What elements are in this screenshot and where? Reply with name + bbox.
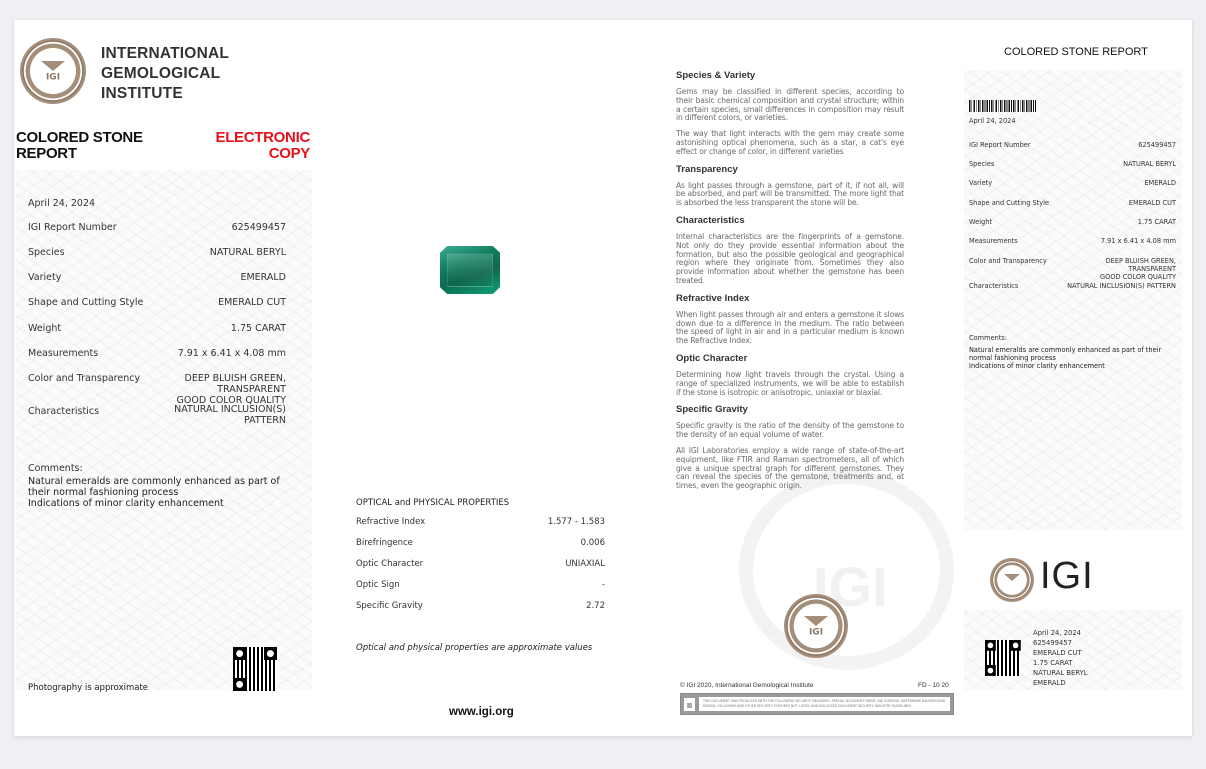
- comment-line: Natural emeralds are commonly enhanced as part of their: [969, 346, 1162, 354]
- document-lock-icon: [684, 698, 695, 711]
- field-label: Shape and Cutting Style: [28, 297, 144, 308]
- value-line: NATURAL INCLUSION(S): [174, 404, 286, 415]
- card-line: NATURAL BERYL: [1033, 669, 1088, 677]
- value-line: DEEP BLUISH GREEN,: [1105, 257, 1176, 265]
- electronic-copy-line: ELECTRONIC: [215, 129, 310, 146]
- summary-card-text: [1033, 628, 1088, 688]
- field-value: [1100, 257, 1176, 281]
- security-features-bar: [680, 693, 954, 715]
- institute-name-line: INTERNATIONAL: [101, 45, 230, 62]
- info-heading: Species & Variety: [676, 70, 756, 81]
- form-code: FD - 10 20: [918, 682, 949, 689]
- optical-properties-heading: OPTICAL and PHYSICAL PROPERTIES: [356, 498, 510, 508]
- info-heading: Characteristics: [676, 214, 745, 226]
- report-title: [16, 130, 143, 162]
- info-heading: Optic Character: [676, 352, 748, 364]
- field-value: 625499457: [231, 222, 286, 233]
- seal-text: IGI: [45, 72, 61, 83]
- optical-value: UNIAXIAL: [565, 559, 605, 569]
- institute-name: [101, 44, 229, 104]
- value-line: GOOD COLOR QUALITY: [1100, 273, 1176, 281]
- optical-label: Optic Character: [356, 559, 424, 569]
- info-heading: Refractive Index: [676, 292, 750, 304]
- comments-heading: Comments:: [28, 463, 83, 474]
- igi-seal-small: [992, 560, 1032, 600]
- comments-heading: Comments:: [969, 334, 1007, 342]
- right-details-panel: [964, 70, 1182, 530]
- copyright-text: © IGI 2020, International Gemological Institute: [680, 682, 814, 689]
- info-heading: Specific Gravity: [676, 404, 748, 416]
- card-line: 625499457: [1033, 639, 1072, 647]
- date-value: April 24, 2024: [28, 198, 96, 209]
- field-label: IGI Report Number: [28, 222, 117, 233]
- igi-seal-center: [786, 596, 846, 656]
- right-report-title: COLORED STONE REPORT: [1004, 46, 1148, 58]
- card-line: EMERALD: [1033, 679, 1066, 687]
- card-line: EMERALD CUT: [1033, 649, 1082, 657]
- report-title-line: REPORT: [16, 145, 77, 162]
- field-value: EMERALD CUT: [1128, 199, 1176, 207]
- photography-note: Photography is approximate: [28, 683, 149, 693]
- comment-line: Indications of minor clarity enhancement: [28, 498, 224, 509]
- optical-value: 0.006: [580, 538, 605, 548]
- electronic-copy-line: COPY: [268, 145, 310, 162]
- report-title-line: COLORED STONE: [16, 129, 143, 146]
- institute-name-line: INSTITUTE: [101, 85, 183, 102]
- info-paragraph: Gems may be classified in different species, according to their basic chemical composition and crystal structure; within a certain species, small differences in composition may result in different colors, or varieties.: [676, 87, 904, 123]
- comment-line: Natural emeralds are commonly enhanced as part of: [28, 476, 280, 487]
- field-value: [177, 373, 286, 406]
- field-label: Measurements: [28, 348, 99, 359]
- diamond-icon: [41, 61, 65, 71]
- field-value: 1.75 CARAT: [230, 323, 286, 334]
- field-label: Characteristics: [969, 282, 1019, 290]
- card-line: 1.75 CARAT: [1033, 659, 1073, 667]
- optical-label: Refractive Index: [356, 517, 426, 527]
- field-value: EMERALD: [240, 272, 286, 283]
- field-label: Color and Transparency: [28, 373, 141, 384]
- field-label: Characteristics: [28, 406, 100, 417]
- field-label: Weight: [969, 218, 992, 226]
- field-label: Species: [969, 160, 995, 168]
- info-paragraph: Specific gravity is the ratio of the density of the gemstone to the density of an equal volume of water.: [676, 421, 904, 440]
- field-label: Species: [28, 247, 65, 258]
- optical-label: Specific Gravity: [356, 601, 423, 611]
- field-label: Variety: [28, 272, 62, 283]
- info-paragraph: The way that light interacts with the gem may create some astonishing optical phenomena, such as a star, a cat's eye effect or change of color, in different varieties: [676, 129, 904, 156]
- comments-block: [28, 463, 298, 509]
- field-label: Weight: [28, 323, 62, 334]
- info-paragraph: When light passes through air and enters a gemstone it slows down due to a difference in the medium. The ratio between the speed of light in air and in a particular medium is known the Refractive Index.: [676, 309, 904, 346]
- field-value: 7.91 x 6.41 x 4.08 mm: [177, 348, 286, 359]
- optical-value: -: [601, 580, 605, 590]
- field-label: Variety: [969, 179, 993, 187]
- value-line: TRANSPARENT: [1128, 265, 1176, 273]
- info-paragraph: All IGI Laboratories employ a wide range of state-of-the-art equipment, like FTIR and Raman spectrometers, all of which give a unique spectral graph for different gemstones. They can reveal the species of the gemstone, treatments and, at times, even the geographic origin.: [676, 445, 904, 491]
- diamond-icon: [804, 616, 828, 626]
- report-details-panel: [16, 170, 312, 690]
- field-value: NATURAL BERYL: [1123, 160, 1176, 168]
- field-value: NATURAL INCLUSION(S) PATTERN: [1067, 282, 1176, 290]
- field-label: IGI Report Number: [969, 141, 1031, 149]
- electronic-copy-label: [215, 130, 310, 162]
- info-paragraph: Determining how light travels through the crystal. Using a range of specialized instruments, we will be able to establish if the stone is isotropic or anisotropic, uniaxial or biaxial.: [676, 369, 904, 397]
- optical-disclaimer: Optical and physical properties are approximate values: [356, 643, 593, 653]
- optical-label: Birefringence: [356, 538, 413, 548]
- igi-logo-text: IGI: [1040, 555, 1094, 597]
- field-label: Shape and Cutting Style: [969, 199, 1050, 207]
- right-comments-block: [969, 334, 1184, 370]
- info-heading: Transparency: [676, 163, 738, 175]
- info-paragraph: As light passes through a gemstone, part of it, if not all, will be absorbed, and part will be transmitted. The more light that is absorbed the less transparent the stone will be.: [676, 180, 904, 208]
- value-line: DEEP BLUISH GREEN,: [184, 373, 286, 384]
- value-line: GOOD COLOR QUALITY: [176, 395, 286, 406]
- summary-qr-code[interactable]: [985, 640, 1021, 676]
- seal-text: IGI: [808, 627, 824, 638]
- value-line: PATTERN: [243, 415, 286, 426]
- card-line: April 24, 2024: [1033, 629, 1081, 637]
- watermark-seal: [739, 470, 954, 670]
- igi-seal-logo: [22, 40, 84, 102]
- field-label: Measurements: [969, 237, 1018, 245]
- website-link[interactable]: www.igi.org: [449, 706, 514, 718]
- institute-name-line: GEMOLOGICAL: [101, 65, 221, 82]
- info-paragraph: Internal characteristics are the fingerprints of a gemstone. Not only do they provide essential information about the formation, but also the possible geological and geographical region where they originate from. Sometimes they also provide information about whether the gemstone has been treated.: [676, 231, 904, 285]
- field-value: 1.75 CARAT: [1137, 218, 1176, 226]
- field-value: NATURAL BERYL: [209, 247, 286, 258]
- info-column: [676, 70, 904, 498]
- field-label: Color and Transparency: [969, 257, 1047, 265]
- diamond-icon: [1004, 574, 1020, 581]
- optical-value: 2.72: [586, 601, 605, 611]
- optical-value: 1.577 - 1.583: [547, 517, 605, 527]
- comment-line: their normal fashioning process: [28, 487, 179, 498]
- barcode: [969, 100, 1036, 112]
- field-value: 7.91 x 6.41 x 4.08 mm: [1100, 237, 1176, 245]
- emerald-gem-photo: [440, 246, 500, 294]
- field-value: 625499457: [1138, 141, 1176, 149]
- qr-code[interactable]: [233, 647, 277, 691]
- field-value: [174, 404, 286, 426]
- right-report-date: April 24, 2024: [969, 117, 1016, 125]
- field-value: EMERALD CUT: [218, 297, 286, 308]
- comment-line: Indications of minor clarity enhancement: [969, 362, 1105, 370]
- value-line: TRANSPARENT: [217, 384, 286, 395]
- security-text: THIS DOCUMENT WAS PRODUCED WITH THE FOLLOWING SECURITY MEASURES: SPECIAL DOCUMENT PAPER, INK SCREENS, WATERMARK BACKGROUND DESIGN, HOLOGRAM AND OTHER SECURITY FEATURES NOT LISTED AND DISCLOSED DOCUMENT SECURITY INDUSTRY GUIDELINES.: [699, 697, 950, 711]
- comment-line: normal fashioning process: [969, 354, 1056, 362]
- optical-label: Optic Sign: [356, 580, 400, 590]
- field-value: EMERALD: [1144, 179, 1176, 187]
